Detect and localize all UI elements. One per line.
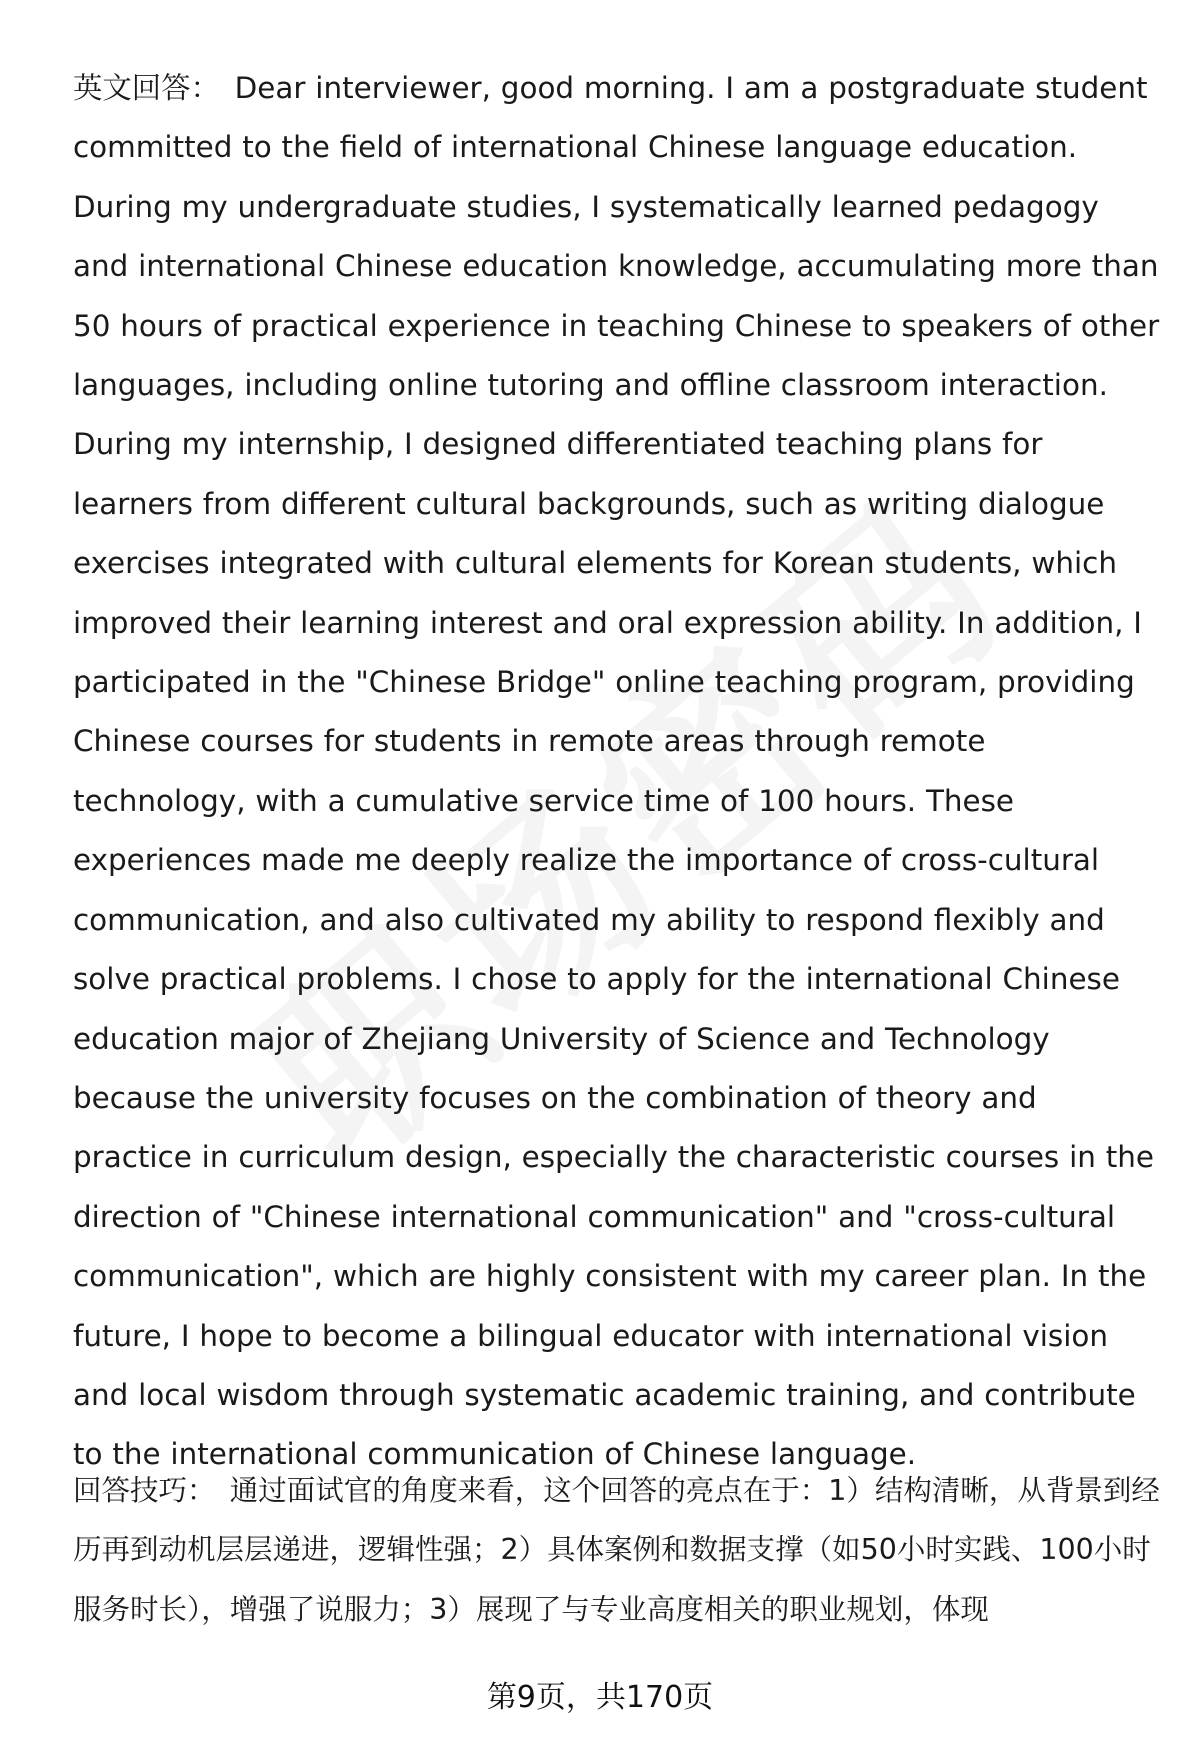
- english-answer-label: 英文回答：: [73, 71, 220, 105]
- page-number: 第9页，共170页: [486, 1680, 714, 1715]
- answer-tips-paragraph: [73, 1461, 1163, 1639]
- answer-tips-label: 回答技巧：: [73, 1474, 216, 1507]
- answer-tips-text: 通过面试官的角度来看，这个回答的亮点在于：1）结构清晰，从背景到经历再到动机层层递进，逻辑性强；2）具体案例和数据支撑（如50小时实践、100小时服务时长），增强了说服力；3）展现了与专业高度相关的职业规划，体现: [73, 1474, 1160, 1626]
- answer-tips-section: [73, 1461, 1163, 1639]
- english-answer-section: [73, 59, 1163, 1485]
- english-answer-paragraph: [73, 59, 1163, 1485]
- english-answer-text: Dear interviewer, good morning. I am a postgraduate student committed to the field of international Chinese language education. During my undergraduate studies, I systematically learned pedagogy and international Chinese education knowledge, accumulating more than 50 hours of practical experience in teaching Chinese to speakers of other languages, including online tutoring and offline classroom interaction. During my internship, I designed differentiated teaching plans for learners from different cultural backgrounds, such as writing dialogue exercises integrated with cultural elements for Korean students, which improved their learning interest and oral expression ability. In addition, I participated in the "Chinese Bridge" online teaching program, providing Chinese courses for students in remote areas through remote technology, with a cumulative service time of 100 hours. These experiences made me deeply realize the importance of cross-cultural communication, and also cultivated my ability to respond flexibly and solve practical problems. I chose to apply for the international Chinese education major of Zhejiang University of Science and Technology because the university focuses on the combination of theory and practice in curriculum design, especially the characteristic courses in the direction of "Chinese international communication" and "cross-cultural communication", which are highly consistent with my career plan. In the future, I hope to become a bilingual educator with international vision and local wisdom through systematic academic training, and contribute to the international communication of Chinese language.: [73, 71, 1160, 1472]
